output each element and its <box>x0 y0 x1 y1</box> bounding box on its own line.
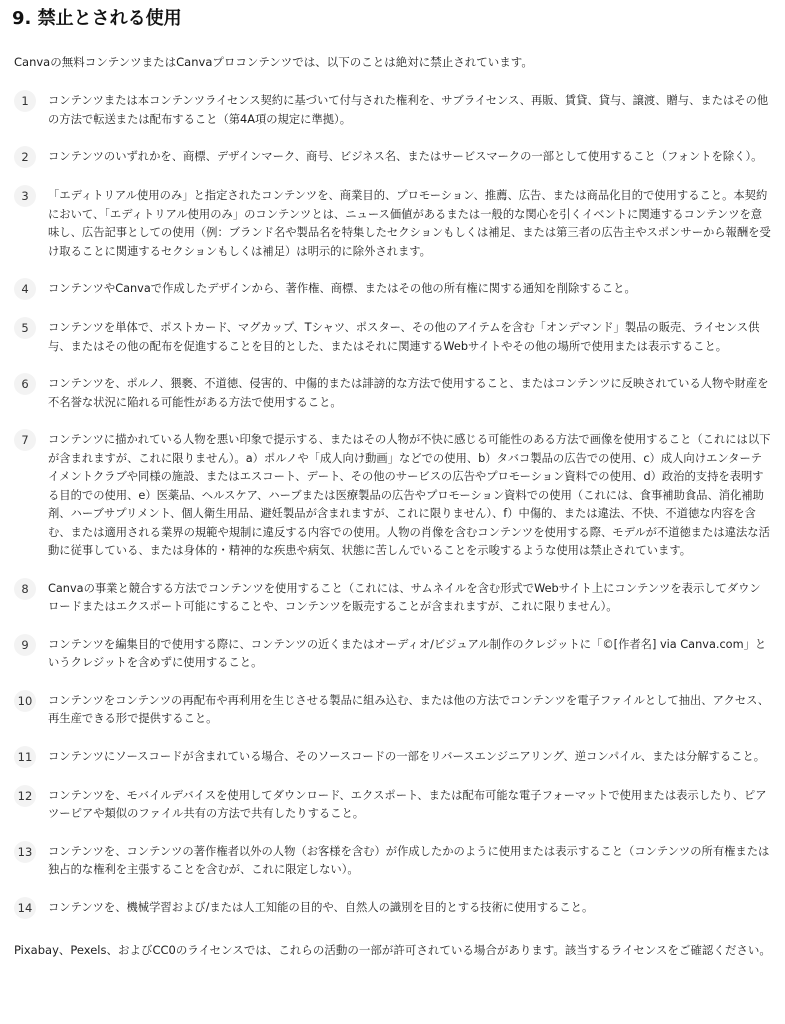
item-text: Canvaの事業と競合する方法でコンテンツを使用すること（これには、サムネイルを含む形式でWebサイト上にコンテンツを表示してダウンロードまたはエクスポート可能にすることや、コンテンツを販売することが含まれますが、これに限りません）。 <box>48 581 761 613</box>
item-text: コンテンツに描かれている人物を悪い印象で提示する、またはその人物が不快に感じる可能性のある方法で画像を使用すること（これには以下が含まれますが、これに限りません）。a）ポルノや「成人向け動画」などでの使用、b）タバコ製品の広告での使用、c）成人向けエンターテイメントクラブや同様の施設、またはエスコート、デート、その他のサービスの広告やプロモーション資料での使用、d）政治的支持を表明する目的での使用、e）医薬品、ヘルスケア、ハーブまたは医療製品の広告やプロモーション資料での使用（これには、食事補助食品、消化補助剤、ハーブサプリメント、個人衛生用品、避妊製品が含まれますが、これに限りません）、f）中傷的、または違法、不快、不道徳な内容を含む、または適用される業界の規範や規制に違反する内容での使用。人物の肖像を含むコンテンツを使用する際、モデルが不道徳または違法な活動に従事している、または身体的・精神的な疾患や病気、状態に苦しんでいることを示唆するような使用は禁止されています。 <box>48 433 771 557</box>
item-text: コンテンツをコンテンツの再配布や再利用を生じさせる製品に組み込む、または他の方法でコンテンツを電子ファイルとして抽出、アクセス、再生産できる形で提供すること。 <box>48 693 770 725</box>
list-item <box>12 431 771 561</box>
list-item <box>12 92 771 129</box>
item-number-badge: 6 <box>14 373 36 395</box>
section-intro: Canvaの無料コンテンツまたはCanvaプロコンテンツでは、以下のことは絶対に禁止されています。 <box>14 55 533 69</box>
item-text: コンテンツにソースコードが含まれている場合、そのソースコードの一部をリバースエンジニアリング、逆コンパイル、または分解すること。 <box>48 749 766 763</box>
list-item <box>12 692 771 729</box>
item-number-badge: 4 <box>14 278 36 300</box>
list-item <box>12 280 771 300</box>
item-number-badge: 11 <box>14 746 36 768</box>
list-item <box>12 899 771 919</box>
section-outro: Pixabay、Pexels、およびCC0のライセンスでは、これらの活動の一部が許可されている場合があります。該当するライセンスをご確認ください。 <box>14 942 771 957</box>
item-number-badge: 5 <box>14 317 36 339</box>
item-text: コンテンツを編集目的で使用する際に、コンテンツの近くまたはオーディオ/ビジュアル制作のクレジットに「©[作者名] via Canva.com」というクレジットを含めずに使用すること。 <box>48 637 767 669</box>
item-text: コンテンツまたは本コンテンツライセンス契約に基づいて付与された権利を、サブライセンス、再販、賃貸、貸与、譲渡、贈与、またはその他の方法で転送または配布すること（第4A項の規定に準拠）。 <box>48 94 769 126</box>
list-item <box>12 748 771 768</box>
item-number-badge: 3 <box>14 185 36 207</box>
item-number-badge: 7 <box>14 429 36 451</box>
item-text: コンテンツやCanvaで作成したデザインから、著作権、商標、またはその他の所有権に関する通知を削除すること。 <box>48 282 636 295</box>
item-number-badge: 2 <box>14 146 36 168</box>
item-number-badge: 10 <box>14 690 36 712</box>
list-item <box>12 636 771 673</box>
item-text: コンテンツのいずれかを、商標、デザインマーク、商号、ビジネス名、またはサービスマークの一部として使用すること（フォントを除く）。 <box>48 150 763 163</box>
list-item <box>12 375 771 412</box>
list-item <box>12 580 771 617</box>
item-text: コンテンツを、モバイルデバイスを使用してダウンロード、エクスポート、または配布可能な電子フォーマットで使用または表示したり、ピアツーピアや類似のファイル共有の方法で共有したりすること。 <box>48 788 767 820</box>
list-item <box>12 148 771 168</box>
list-item <box>12 319 771 356</box>
item-text: 「エディトリアル使用のみ」と指定されたコンテンツを、商業目的、プロモーション、推薦、広告、または商品化目的で使用すること。本契約において、「エディトリアル使用のみ」のコンテンツとは、ニュース価値があるまたは一般的な関心を引くイベントに関連するコンテンツを意味し、広告記事としての使用（例：ブランド名や製品名を特集したセクションもしくは補足、または第三者の広告主やスポンサーから報酬を受け取ることに関連するセクションもしくは補足）は明示的に除外されます。 <box>48 189 771 258</box>
list-item <box>12 843 771 880</box>
list-item <box>12 787 771 824</box>
prohibited-uses-list <box>12 92 771 919</box>
item-number-badge: 1 <box>14 90 36 112</box>
list-item <box>12 187 771 261</box>
item-text: コンテンツを単体で、ポストカード、マグカップ、Tシャツ、ポスター、その他のアイテムを含む「オンデマンド」製品の販売、ライセンス供与、またはその他の配布を促進することを目的とした、またはそれに関連するWebサイトやその他の場所で使用または表示すること。 <box>48 321 760 353</box>
item-number-badge: 14 <box>14 897 36 919</box>
item-text: コンテンツを、ポルノ、猥褻、不道徳、侵害的、中傷的または誹謗的な方法で使用すること、またはコンテンツに反映されている人物や財産を不名誉な状況に陥れる可能性がある方法で使用すること。 <box>48 377 769 409</box>
section-title: 9. 禁止とされる使用 <box>12 8 182 29</box>
item-text: コンテンツを、機械学習および/または人工知能の目的や、自然人の識別を目的とする技術に使用すること。 <box>48 900 594 914</box>
item-number-badge: 9 <box>14 634 36 656</box>
item-number-badge: 12 <box>14 785 36 807</box>
item-number-badge: 8 <box>14 578 36 600</box>
item-number-badge: 13 <box>14 841 36 863</box>
item-text: コンテンツを、コンテンツの著作権者以外の人物（お客様を含む）が作成したかのように使用または表示すること（コンテンツの所有権または独占的な権利を主張することを含むが、これに限定しない）。 <box>48 844 770 876</box>
